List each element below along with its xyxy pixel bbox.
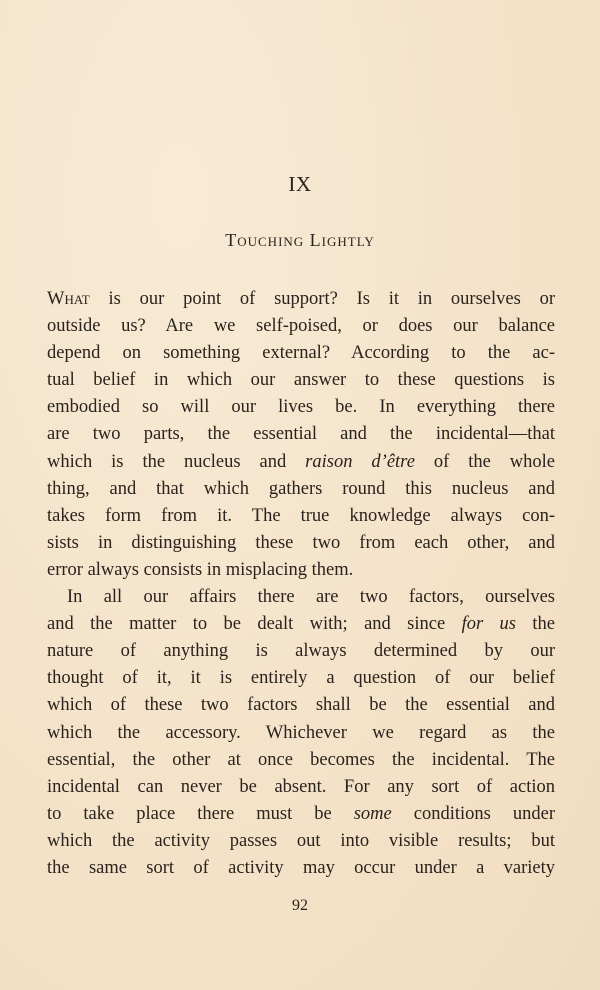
text-line: thought of it, it is entirely a question of our belief [47,668,555,689]
text-line: the same sort of activity may occur under a variety [47,857,555,878]
text-line: In all our affairs there are two factors, ourselves [67,587,555,608]
paragraph-1 [47,286,555,584]
text-line: which the activity passes out into visible results; but [47,830,555,851]
text-line: thing, and that which gathers round this nucleus and [47,478,555,499]
chapter-number: IX [288,172,312,196]
text-line: which of these two factors shall be the essential and [47,695,555,716]
text-line: error always consists in misplacing them. [47,559,354,580]
text-line: takes form from it. The true knowledge always con- [47,505,555,526]
italic-phrase: for us [461,614,517,635]
text-line: to take place there must be some conditions under [47,803,555,824]
chapter-title: Touching Lightly [225,230,375,250]
text-line: tual belief in which our answer to these questions is [47,370,555,391]
text-line: What is our point of support? Is it in ourselves or [47,289,555,309]
text-line: essential, the other at once becomes the incidental. The [47,749,555,770]
italic-phrase: raison d’être [305,451,415,472]
text-line: which is the nucleus and raison d’être of the whole [47,451,555,472]
text-line: and the matter to be dealt with; and since for us the [47,614,556,635]
text-line: depend on something external? According to the ac- [47,343,555,364]
paragraph-2 [47,584,555,882]
italic-phrase: some [353,803,392,824]
text-line: which the accessory. Whichever we regard as the [47,722,555,743]
text-line: are two parts, the essential and the incidental—that [47,424,555,445]
text-line: incidental can never be absent. For any sort of action [47,776,555,797]
text-line: embodied so will our lives be. In everything there [47,397,555,418]
text-line: outside us? Are we self-poised, or does our balance [47,316,555,337]
text-line: sists in distinguishing these two from each other, and [47,532,555,553]
page-number: 92 [292,897,308,914]
text-line: nature of anything is always determined by our [47,641,555,662]
body-text [47,286,555,882]
